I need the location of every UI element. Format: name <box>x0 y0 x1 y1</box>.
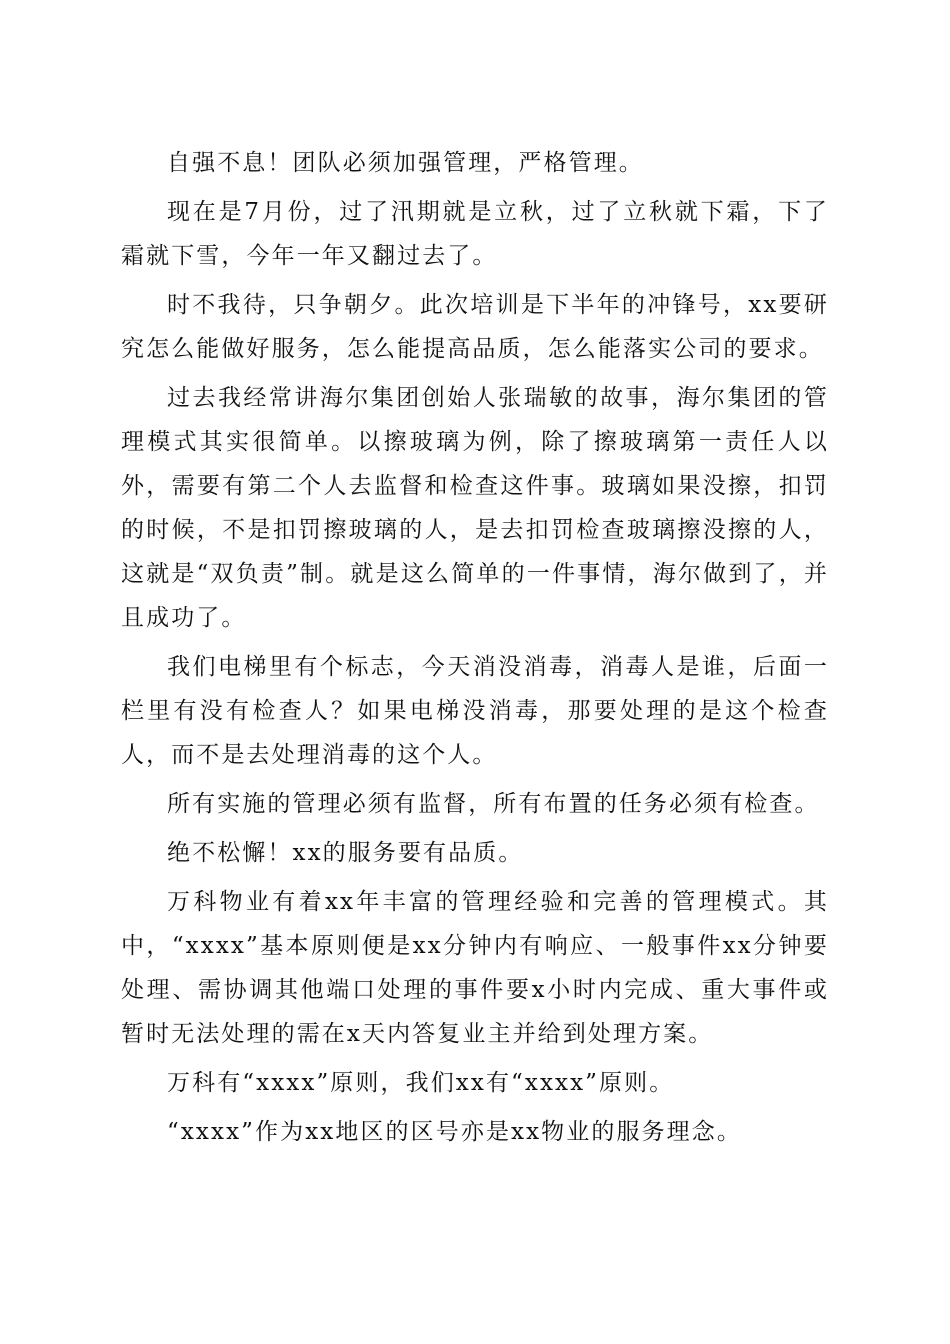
paragraph-8: 万科物业有着xx年丰富的管理经验和完善的管理模式。其中，“xxxx”基本原则便是xx分钟内有响应、一般事件xx分钟要处理、需协调其他端口处理的事件要x小时内完成、重大事件或暂时无法处理的需在x天内答复业主并给到处理方案。 <box>121 889 829 1047</box>
document-body <box>121 141 829 1159</box>
paragraph-9: 万科有“xxxx”原则，我们xx有“xxxx”原则。 <box>167 1070 675 1096</box>
paragraph-4: 过去我经常讲海尔集团创始人张瑞敏的故事，海尔集团的管理模式其实很简单。以擦玻璃为例，除了擦玻璃第一责任人以外，需要有第二个人去监督和检查这件事。玻璃如果没擦，扣罚的时候，不是扣罚擦玻璃的人，是去扣罚检查玻璃擦没擦的人，这就是“双负责”制。就是这么简单的一件事情，海尔做到了，并且成功了。 <box>121 385 829 631</box>
paragraph-7: 绝不松懈！xx的服务要有品质。 <box>167 840 524 866</box>
paragraph-5: 我们电梯里有个标志，今天消没消毒，消毒人是谁，后面一栏里有没有检查人？如果电梯没消毒，那要处理的是这个检查人，而不是去处理消毒的这个人。 <box>121 654 829 768</box>
paragraph-2: 现在是7月份，过了汛期就是立秋，过了立秋就下霜，下了霜就下雪，今年一年又翻过去了。 <box>121 199 829 269</box>
paragraph-1: 自强不息！团队必须加强管理，严格管理。 <box>167 150 644 176</box>
paragraph-6: 所有实施的管理必须有监督，所有布置的任务必须有检查。 <box>167 791 820 817</box>
paragraph-10: “xxxx”作为xx地区的区号亦是xx物业的服务理念。 <box>167 1119 742 1145</box>
paragraph-3: 时不我待，只争朝夕。此次培训是下半年的冲锋号，xx要研究怎么能做好服务，怎么能提高品质，怎么能落实公司的要求。 <box>121 292 829 362</box>
